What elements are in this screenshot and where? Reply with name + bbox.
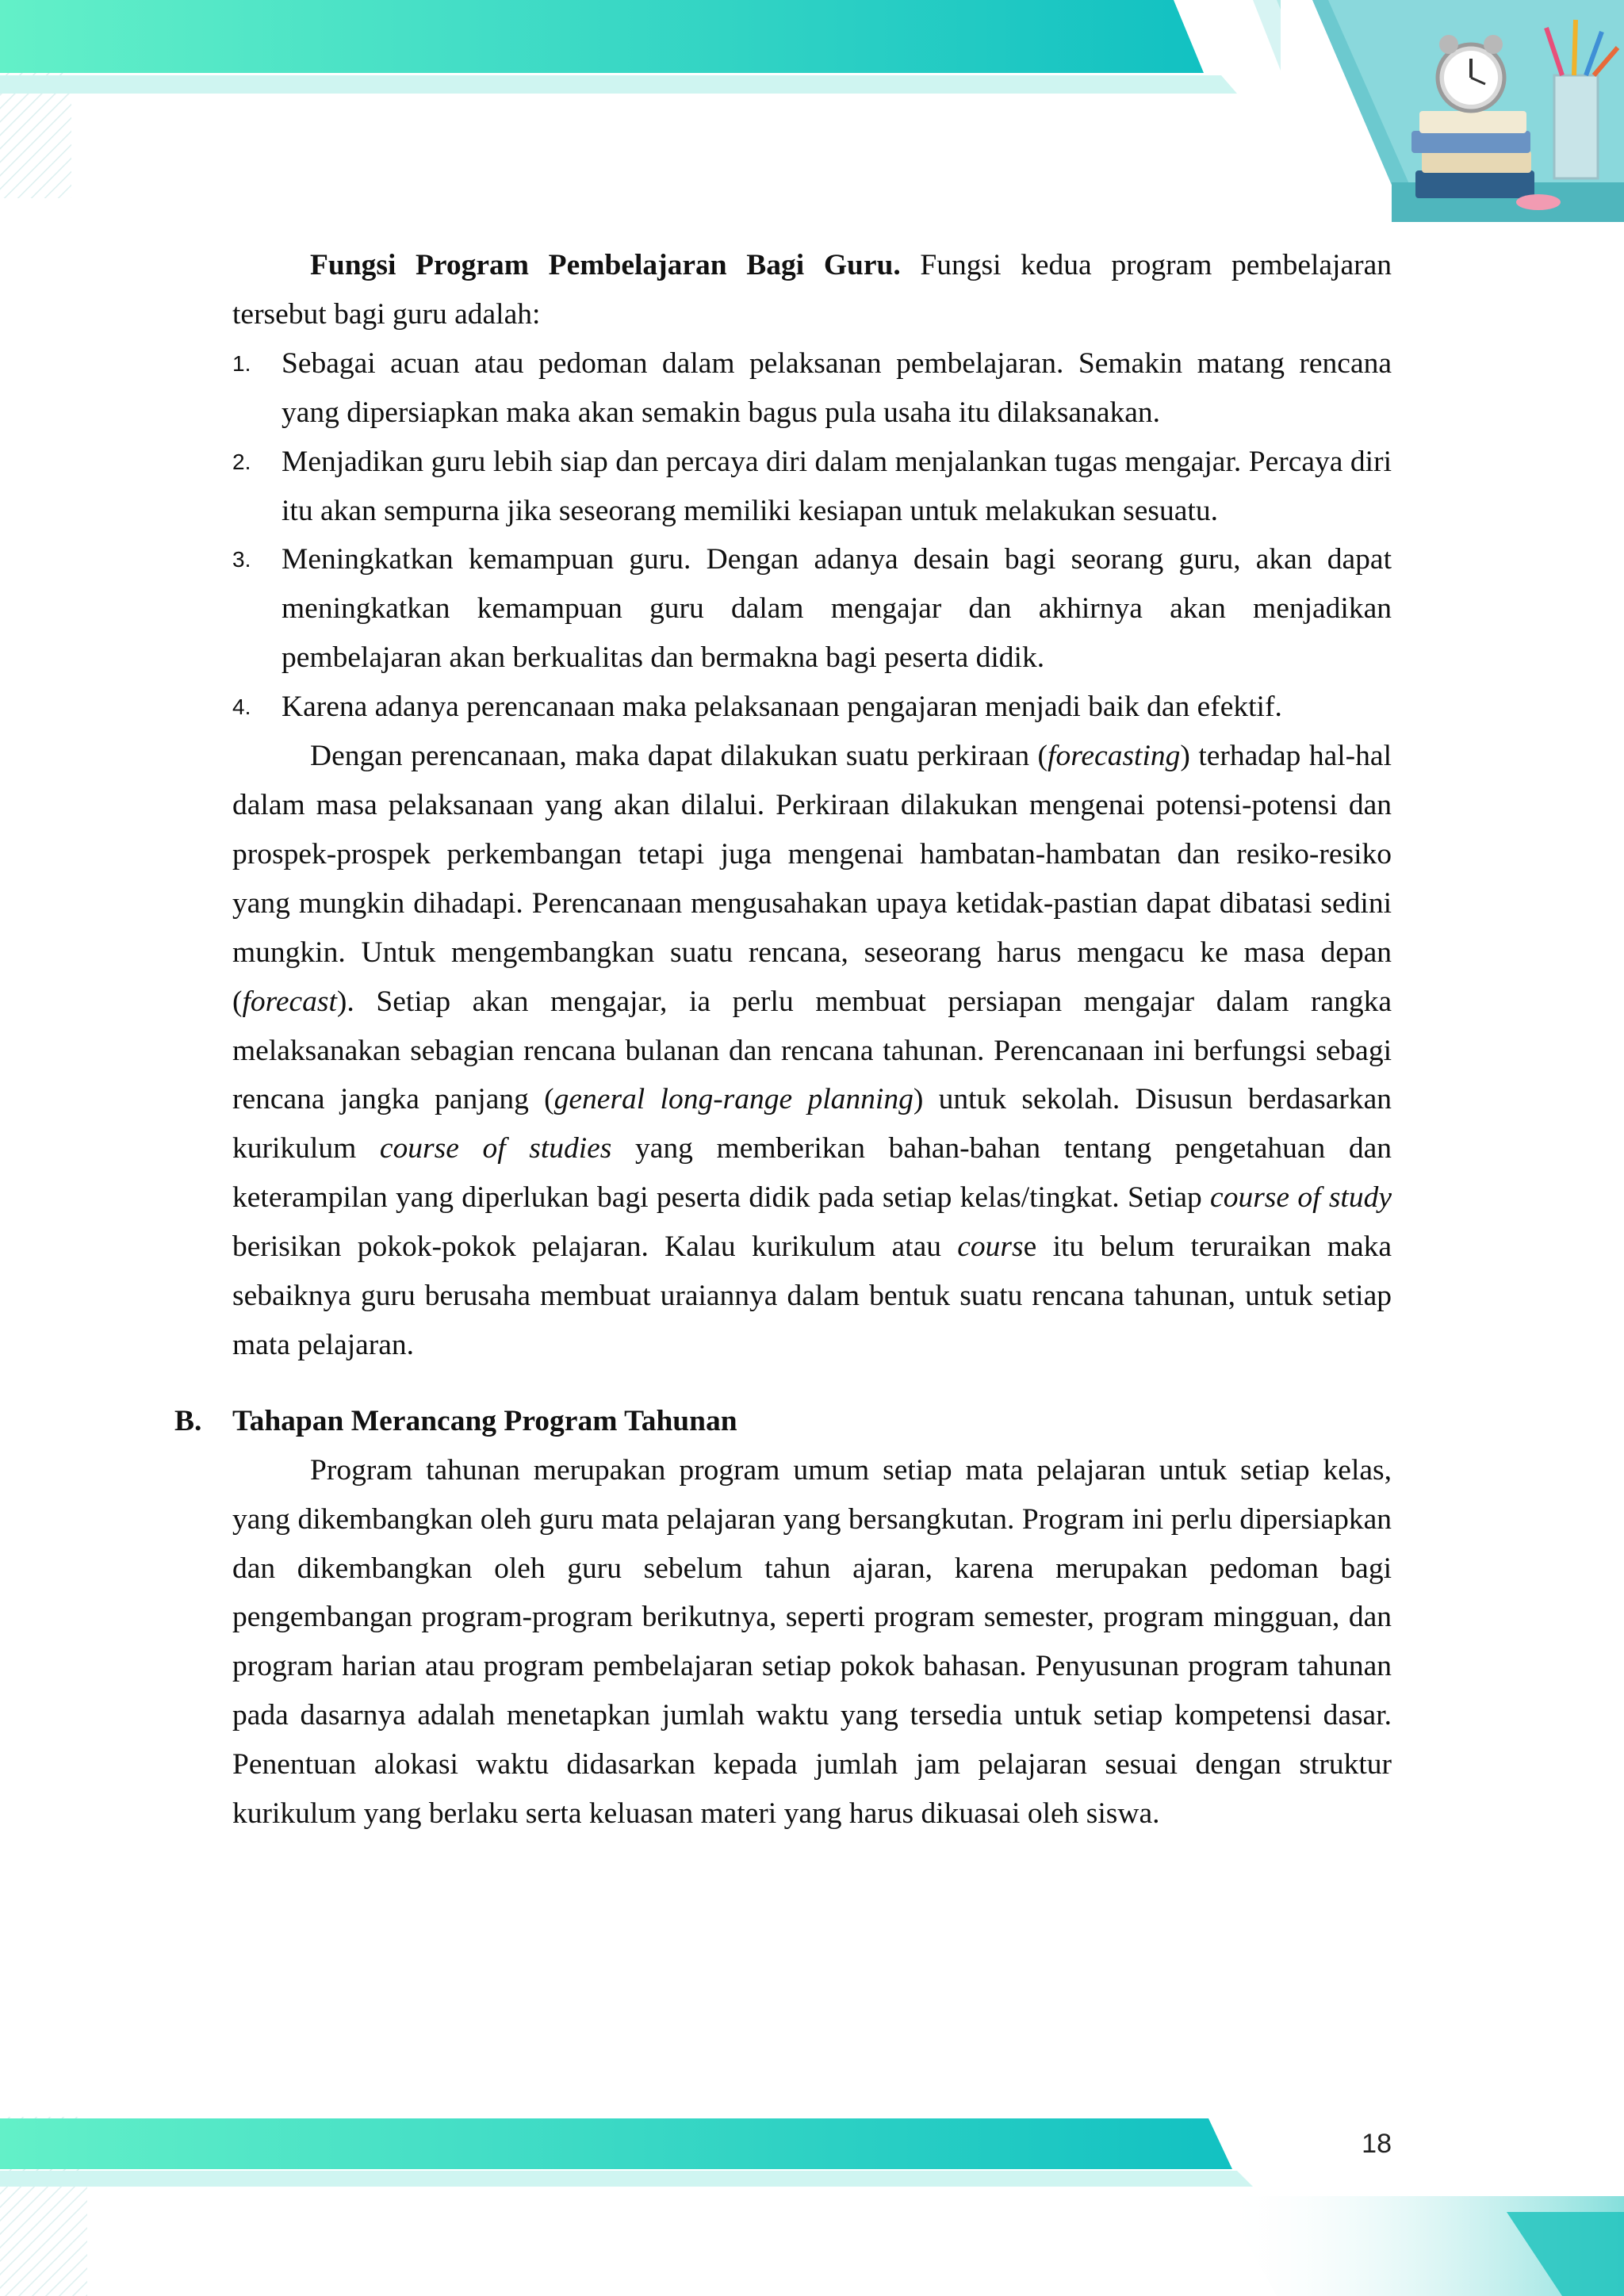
book-icon: [1411, 131, 1530, 153]
alarm-clock-icon: [1438, 35, 1504, 111]
list-text: Karena adanya perencanaan maka pelaksanaan pengajaran menjadi baik dan efektif.: [282, 691, 1282, 724]
text-run: ) untuk sekolah. Disusun berdasarkan kurikulum: [232, 1083, 1392, 1165]
italic-term: course of study: [1210, 1181, 1392, 1215]
list-number: 1.: [232, 350, 251, 376]
list-item: [232, 535, 1392, 683]
intro-bold-lead: Fungsi Program Pembelajaran Bagi Guru.: [310, 249, 901, 281]
section-b-body: Program tahunan merupakan program umum setiap mata pelajaran untuk setiap kelas, yang dikembangkan oleh guru mata pelajaran yang bersangkutan. Program ini perlu dipersiapkan dan dikembangkan oleh guru sebelum tahun ajaran, karena merupakan pedoman bagi pengembangan program-program berikutnya, seperti program semester, program mingguan, dan program harian atau program pembelajaran setiap pokok bahasan. Penyusunan program tahunan pada dasarnya adalah menetapkan jumlah waktu yang tersedia untuk setiap kompetensi dasar. Penentuan alokasi waktu didasarkan kepada jumlah jam pelajaran sesuai dengan struktur kurikulum yang berlaku serta keluasan materi yang harus dikuasai oleh siswa.: [232, 1453, 1392, 1831]
list-number: 3.: [232, 547, 251, 572]
italic-term: course of studies: [379, 1132, 612, 1165]
text-run: ). Setiap akan mengajar, ia perlu membuat persiapan mengajar dalam rangka melaksanakan sebagian rencana bulanan dan rencana tahunan. Perencanaan ini berfungsi sebagi rencana jangka panjang (: [232, 985, 1392, 1116]
list-text: Meningkatkan kemampuan guru. Dengan adanya desain bagi seorang guru, akan dapat meningkatkan kemampuan guru dalam mengajar dan akhirnya akan menjadikan pembelajaran akan berkualitas dan bermakna bagi peserta didik.: [282, 543, 1392, 675]
page-content: [174, 241, 1392, 1839]
text-run: berisikan pokok-pokok pelajaran. Kalau kurikulum atau: [232, 1230, 958, 1264]
text-run: e itu belum teruraikan maka sebaiknya guru berusaha membuat uraiannya dalam bentuk suatu rencana tahunan, untuk setiap mata pelajaran.: [232, 1230, 1392, 1361]
italic-term: cours: [957, 1230, 1024, 1264]
list-number: 4.: [232, 695, 251, 720]
list-item: [232, 683, 1392, 732]
header-band: [0, 0, 1419, 230]
text-run: Dengan perencanaan, maka dapat dilakukan suatu perkiraan (: [310, 740, 1048, 773]
book-icon: [1415, 170, 1534, 198]
section-letter: B.: [174, 1404, 202, 1437]
italic-term: forecast: [242, 985, 337, 1018]
page-number: 18: [1362, 2129, 1392, 2159]
italic-term: general long-range planning: [553, 1083, 914, 1116]
text-run: ) terhadap hal-hal dalam masa pelaksanaan yang akan dilalui. Perkiraan dilakukan mengenai potensi-potensi dan prospek-prospek perkembangan tetapi juga mengenai hambatan-hambatan dan resiko-resiko yang mungkin dihadapi. Perencanaan mengusahakan upaya ketidak-pastian dapat dibatasi sedini mungkin. Untuk mengembangkan suatu rencana, seseorang harus mengacu ke masa depan (: [232, 740, 1392, 1018]
list-item: [232, 339, 1392, 438]
list-number: 2.: [232, 449, 251, 474]
text-run: yang memberikan bahan-bahan tentang pengetahuan dan keterampilan yang diperlukan bagi peserta didik pada setiap kelas/tingkat. Setiap: [232, 1132, 1392, 1215]
book-icon: [1419, 111, 1526, 133]
section-title: Tahapan Merancang Program Tahunan: [232, 1404, 737, 1437]
list-text: Sebagai acuan atau pedoman dalam pelaksanan pembelajaran. Semakin matang rencana yang dipersiapkan maka akan semakin bagus pula usaha itu dilaksanakan.: [282, 346, 1392, 429]
list-item: [232, 438, 1392, 536]
intro-text: Fungsi kedua program pembelajaran tersebut bagi guru adalah:: [232, 249, 1392, 331]
section-b-heading: [174, 1397, 1392, 1446]
italic-term: forecasting: [1048, 740, 1181, 773]
intro-paragraph: [232, 241, 1392, 339]
header-illustration: [1281, 0, 1624, 230]
teacher-function-list: [232, 339, 1392, 732]
list-text: Menjadikan guru lebih siap dan percaya diri dalam menjalankan tugas mengajar. Percaya diri itu akan sempurna jika seseorang memiliki kesiapan untuk melakukan sesuatu.: [282, 445, 1392, 527]
book-icon: [1422, 151, 1531, 173]
planning-paragraph: [232, 732, 1392, 1370]
